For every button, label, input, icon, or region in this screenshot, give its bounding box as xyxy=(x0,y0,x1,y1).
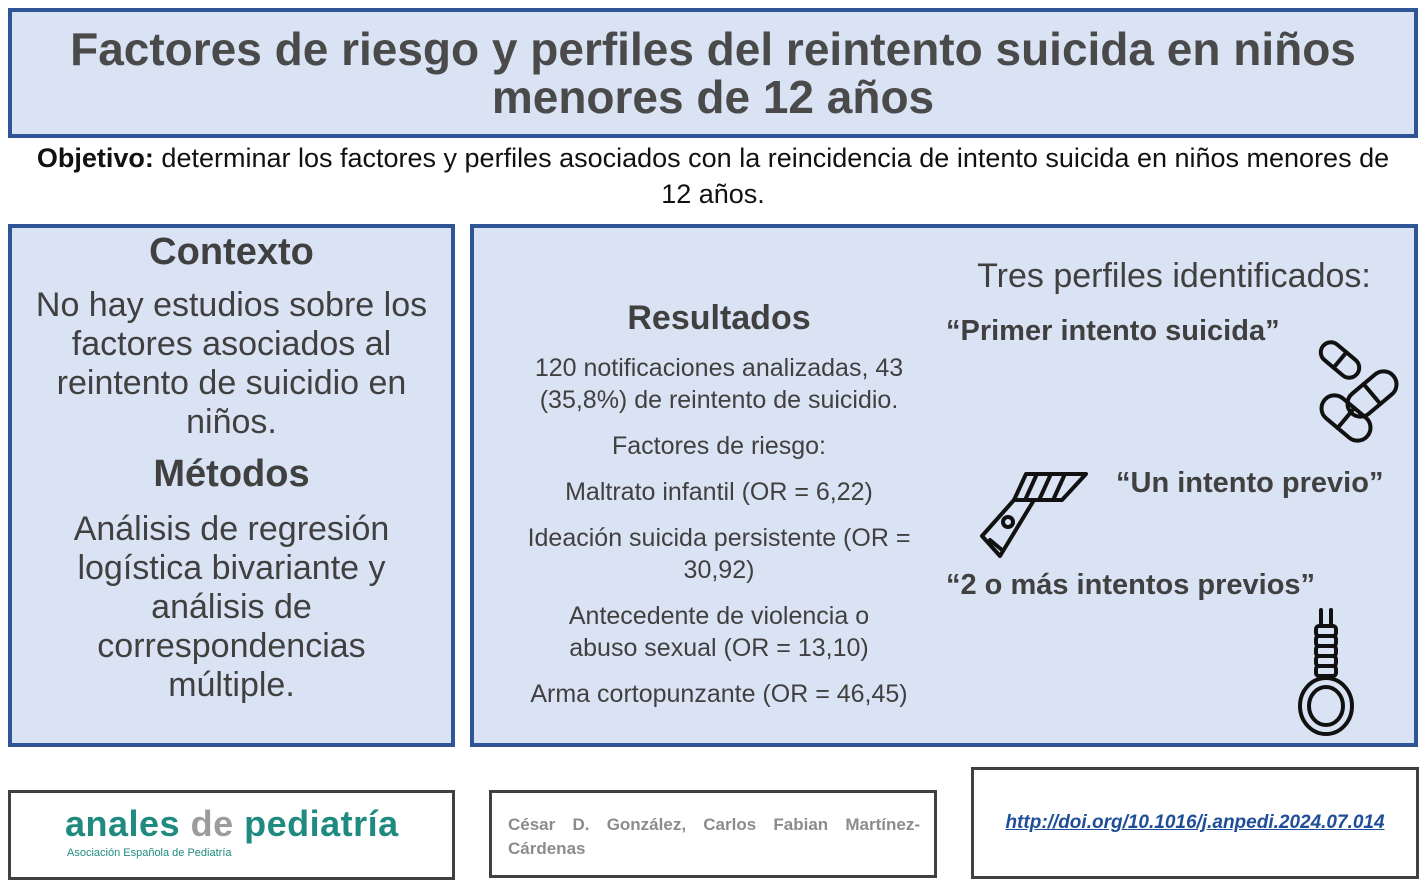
profiles-heading: Tres perfiles identificados: xyxy=(977,257,1371,295)
context-heading: Contexto xyxy=(149,231,314,273)
methods-text: Análisis de regresión logística bivariante y análisis de correspondencias múltiple. xyxy=(73,510,390,704)
risk-factors-heading: Factores de riesgo: xyxy=(612,432,826,460)
results-summary: 120 notificaciones analizadas, 43 (35,8%) de reintento de suicidio. xyxy=(534,354,904,414)
objective-text: determinar los factores y perfiles asociados con la reincidencia de intento suicida en niños menores de 12 años. xyxy=(161,143,1390,209)
journal-logo-panel xyxy=(8,790,455,880)
doi-link[interactable]: http://doi.org/10.1016/j.anpedi.2024.07.014 xyxy=(1005,812,1385,833)
profile-first-attempt: “Primer intento suicida” xyxy=(946,315,1280,347)
risk-factor-item: Ideación suicida persistente (OR = 30,92) xyxy=(527,524,911,584)
noose-icon xyxy=(1292,608,1362,738)
objective-label: Objetivo: xyxy=(36,143,154,173)
box-cutter-icon xyxy=(978,470,1090,562)
objective xyxy=(30,140,1396,212)
context-text: No hay estudios sobre los factores asociados al reintento de suicidio en niños. xyxy=(35,286,428,441)
authors-panel xyxy=(489,790,937,878)
title-panel xyxy=(8,8,1418,138)
logo-word-anales: anales xyxy=(65,803,181,844)
context-methods-panel xyxy=(8,224,455,747)
results-heading: Resultados xyxy=(627,299,811,337)
authors: César D. González, Carlos Fabian Martínez-Cárdenas xyxy=(508,815,920,858)
logo-word-de: de xyxy=(190,803,234,844)
profile-one-previous: “Un intento previo” xyxy=(1116,467,1384,499)
risk-factor-item: Arma cortopunzante (OR = 46,45) xyxy=(530,680,908,708)
results-panel xyxy=(470,224,1418,747)
page-title: Factores de riesgo y perfiles del reintento suicida en niños menores de 12 años xyxy=(70,23,1356,123)
journal-subtitle: Asociación Española de Pediatría xyxy=(67,847,232,859)
risk-factor-item: Antecedente de violencia o abuso sexual (OR = 13,10) xyxy=(568,602,870,662)
logo-word-pediatria: pediatría xyxy=(244,803,399,844)
pills-icon xyxy=(1310,338,1410,448)
journal-logo xyxy=(65,803,399,845)
methods-heading: Métodos xyxy=(153,453,310,495)
doi-panel xyxy=(971,767,1419,879)
risk-factor-item: Maltrato infantil (OR = 6,22) xyxy=(565,478,873,506)
profile-two-or-more-previous: “2 o más intentos previos” xyxy=(946,569,1316,601)
results-column xyxy=(504,298,934,724)
